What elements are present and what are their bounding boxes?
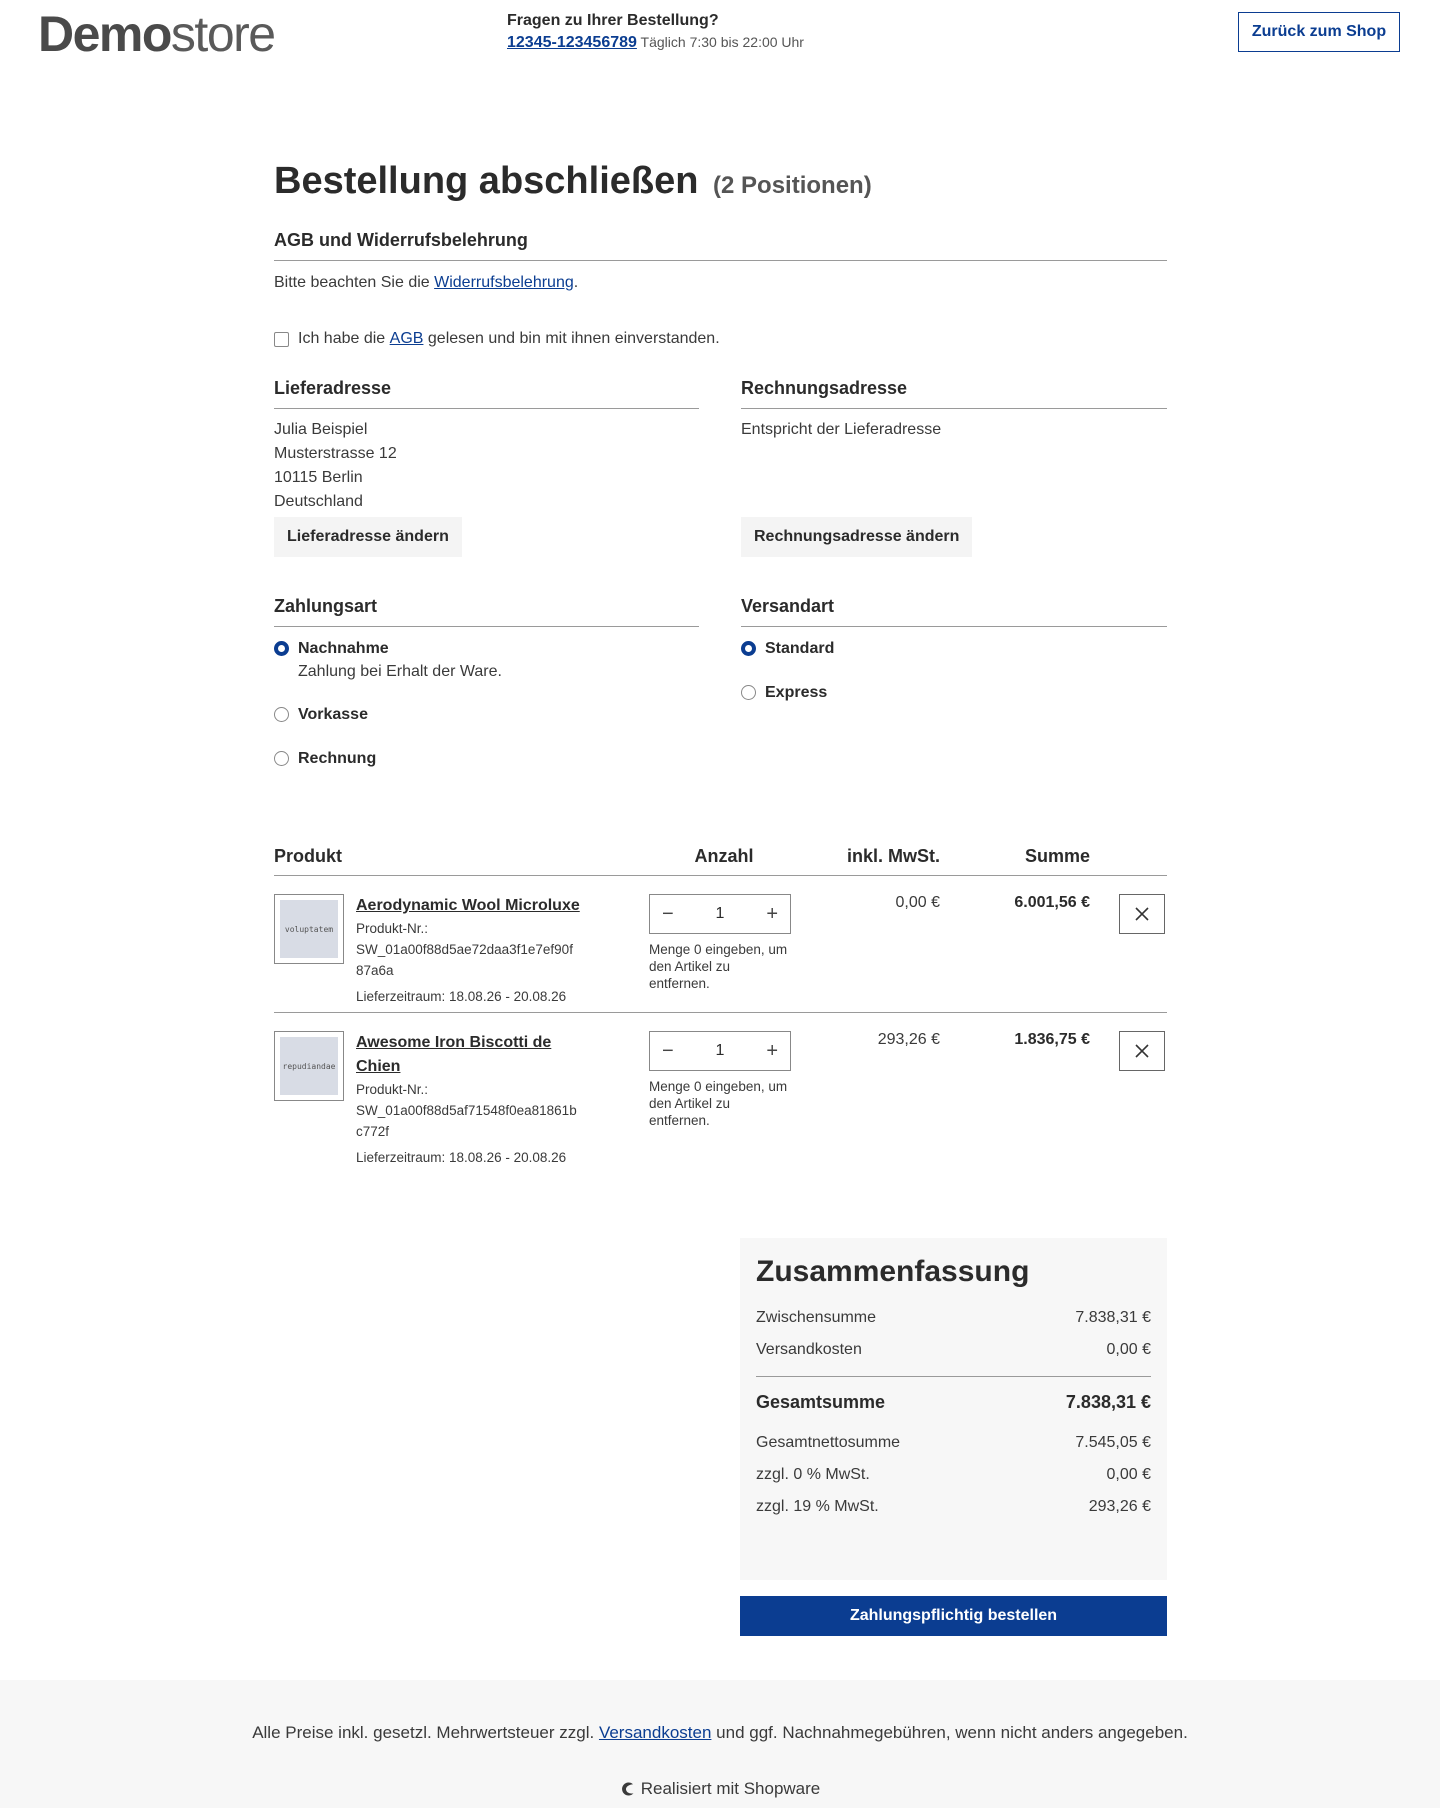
contact-line [507, 34, 804, 52]
delivery-time: Lieferzeitraum: 18.08.26 - 20.08.26 [356, 989, 567, 1004]
product-info [356, 1031, 596, 1165]
total-label: Gesamtsumme [756, 1392, 886, 1412]
shipping-option-standard[interactable] [741, 638, 1167, 660]
contact-phone-link[interactable]: 12345-123456789 [507, 34, 637, 51]
remove-item-button[interactable] [1119, 894, 1165, 934]
net-value: 7.545,05 € [1075, 1434, 1151, 1451]
item-tax: 293,26 € [877, 1031, 940, 1048]
shipping-address-title: Lieferadresse [274, 378, 699, 409]
product-name-link[interactable]: Aerodynamic Wool Microluxe [356, 897, 580, 914]
billing-address-section [741, 378, 1167, 557]
quantity-stepper [649, 1031, 791, 1071]
logo-light: store [170, 6, 275, 62]
total-value: 7.838,31 € [1065, 1392, 1151, 1412]
close-icon [1134, 906, 1150, 922]
payment-label: Vorkasse [298, 706, 368, 723]
checkbox-prefix: Ich habe die [298, 330, 386, 347]
product-number-cont: 87a6a [356, 963, 394, 978]
shipping-label: Express [765, 684, 828, 701]
header-tax: inkl. MwSt. [846, 846, 940, 866]
subtotal-value: 7.838,31 € [1075, 1309, 1151, 1326]
withdrawal-notice [274, 271, 1167, 295]
address-city: 10115 Berlin [274, 469, 363, 486]
tax19-value: 293,26 € [1088, 1498, 1151, 1515]
product-number: SW_01a00f88d5af71548f0ea81861b [356, 1103, 577, 1118]
minus-icon[interactable]: − [662, 1040, 674, 1062]
address-street: Musterstrasse 12 [274, 445, 397, 462]
radio-icon[interactable] [741, 685, 756, 700]
tax0-value: 0,00 € [1106, 1466, 1151, 1483]
header [0, 0, 1440, 70]
cart-table [274, 838, 1167, 1173]
shipping-method-title: Versandart [741, 596, 1167, 627]
page-title [274, 160, 1167, 203]
header-product: Produkt [274, 846, 343, 866]
shipping-label: Versandkosten [756, 1341, 862, 1358]
item-sum: 1.836,75 € [1014, 1031, 1090, 1048]
shipping-option-express[interactable] [741, 682, 1167, 704]
product-thumbnail[interactable] [274, 1031, 344, 1101]
place-order-button[interactable]: Zahlungspflichtig bestellen [740, 1596, 1167, 1636]
payment-option-nachnahme[interactable] [274, 638, 699, 684]
logo-bold: Demo [38, 6, 171, 62]
item-tax: 0,00 € [895, 894, 940, 911]
quantity-hint: Menge 0 eingeben, um den Artikel zu entfernen. [649, 1079, 788, 1128]
page-header [274, 160, 1167, 203]
radio-icon[interactable] [274, 751, 289, 766]
minus-icon[interactable]: − [662, 903, 674, 925]
shipping-address-section [274, 378, 699, 557]
billing-address-title: Rechnungsadresse [741, 378, 1167, 409]
payment-description: Zahlung bei Erhalt der Ware. [298, 663, 502, 680]
plus-icon[interactable]: + [766, 1040, 778, 1062]
summary-subtotal [756, 1302, 1151, 1334]
remove-item-button[interactable] [1119, 1031, 1165, 1071]
close-icon [1134, 1043, 1150, 1059]
summary-title: Zusammenfassung [756, 1255, 1030, 1288]
footer [0, 1680, 1440, 1808]
quantity-input[interactable]: 1 [715, 905, 725, 922]
payment-option-rechnung[interactable] [274, 748, 699, 770]
address-name: Julia Beispiel [274, 421, 368, 438]
item-count: (2 Positionen) [713, 172, 872, 199]
tax0-label: zzgl. 0 % MwSt. [756, 1466, 870, 1483]
header-quantity: Anzahl [694, 846, 754, 866]
terms-checkbox[interactable] [274, 332, 289, 347]
store-logo[interactable] [38, 6, 275, 62]
terms-section [274, 230, 1167, 295]
product-name-link[interactable]: Awesome Iron Biscotti de Chien [356, 1034, 552, 1075]
quantity-hint: Menge 0 eingeben, um den Artikel zu entfernen. [649, 942, 788, 991]
page-title-text: Bestellung abschließen [274, 160, 699, 202]
payment-label: Nachnahme [298, 640, 389, 657]
terms-checkbox-row [274, 330, 720, 348]
footer-brand[interactable] [0, 1779, 1440, 1799]
product-number-label: Produkt-Nr.: [356, 1082, 429, 1097]
thumbnail-image: repudiandae [280, 1037, 338, 1095]
shipping-costs-link[interactable]: Versandkosten [598, 1723, 712, 1742]
shipping-label: Standard [765, 640, 835, 657]
note-prefix: Alle Preise inkl. gesetzl. Mehrwertsteuer zzgl. [252, 1723, 595, 1742]
plus-icon[interactable]: + [766, 903, 778, 925]
item-sum: 6.001,56 € [1014, 894, 1090, 911]
payment-option-vorkasse[interactable] [274, 704, 699, 726]
billing-address-text: Entspricht der Lieferadresse [741, 421, 942, 438]
subtotal-label: Zwischensumme [756, 1309, 877, 1326]
net-label: Gesamtnettosumme [756, 1434, 901, 1451]
change-billing-address-button[interactable]: Rechnungsadresse ändern [741, 517, 972, 557]
table-row [274, 876, 1167, 1013]
shipping-address-text [274, 418, 699, 514]
product-number-label: Produkt-Nr.: [356, 921, 429, 936]
footer-price-note [0, 1723, 1440, 1743]
back-to-shop-button[interactable]: Zurück zum Shop [1238, 12, 1400, 52]
quantity-stepper [649, 894, 791, 934]
header-sum: Summe [1024, 846, 1090, 866]
delivery-time: Lieferzeitraum: 18.08.26 - 20.08.26 [356, 1150, 567, 1165]
checkbox-suffix: gelesen und bin mit ihnen einverstanden. [427, 330, 720, 347]
shipping-method-section [741, 596, 1167, 704]
summary-total [756, 1376, 1151, 1427]
notice-prefix: Bitte beachten Sie die [274, 274, 430, 291]
product-info [356, 894, 596, 1004]
tax19-label: zzgl. 19 % MwSt. [756, 1498, 879, 1515]
contact-info [507, 11, 804, 52]
withdrawal-link[interactable]: Widerrufsbelehrung [434, 274, 574, 291]
note-suffix: und ggf. Nachnahmegebühren, wenn nicht anders angegeben. [716, 1723, 1188, 1742]
summary-tax-19 [756, 1491, 1151, 1523]
quantity-input[interactable]: 1 [715, 1042, 725, 1059]
notice-suffix: . [573, 274, 579, 291]
radio-selected-icon[interactable] [741, 641, 756, 656]
summary-tax-0 [756, 1459, 1151, 1491]
thumbnail-image: voluptatem [280, 900, 338, 958]
agb-link[interactable]: AGB [389, 330, 424, 347]
table-row [274, 1013, 1167, 1173]
summary-net [756, 1427, 1151, 1459]
product-thumbnail[interactable] [274, 894, 344, 964]
shopware-icon [620, 1781, 636, 1797]
payment-section [274, 596, 699, 770]
radio-selected-icon[interactable] [274, 641, 289, 656]
summary-shipping [756, 1334, 1151, 1366]
shipping-value: 0,00 € [1106, 1341, 1151, 1358]
payment-label: Rechnung [298, 750, 377, 767]
product-number-cont: c772f [356, 1124, 390, 1139]
change-shipping-address-button[interactable]: Lieferadresse ändern [274, 517, 462, 557]
product-number: SW_01a00f88d5ae72daa3f1e7ef90f [356, 942, 573, 957]
address-country: Deutschland [274, 493, 363, 510]
table-header [274, 838, 1167, 876]
brand-text: Realisiert mit Shopware [640, 1779, 821, 1798]
radio-icon[interactable] [274, 707, 289, 722]
order-summary [740, 1238, 1167, 1580]
contact-question: Fragen zu Ihrer Bestellung? [507, 12, 719, 29]
contact-hours: Täglich 7:30 bis 22:00 Uhr [640, 34, 804, 50]
payment-title: Zahlungsart [274, 596, 699, 627]
terms-title: AGB und Widerrufsbelehrung [274, 230, 1167, 261]
